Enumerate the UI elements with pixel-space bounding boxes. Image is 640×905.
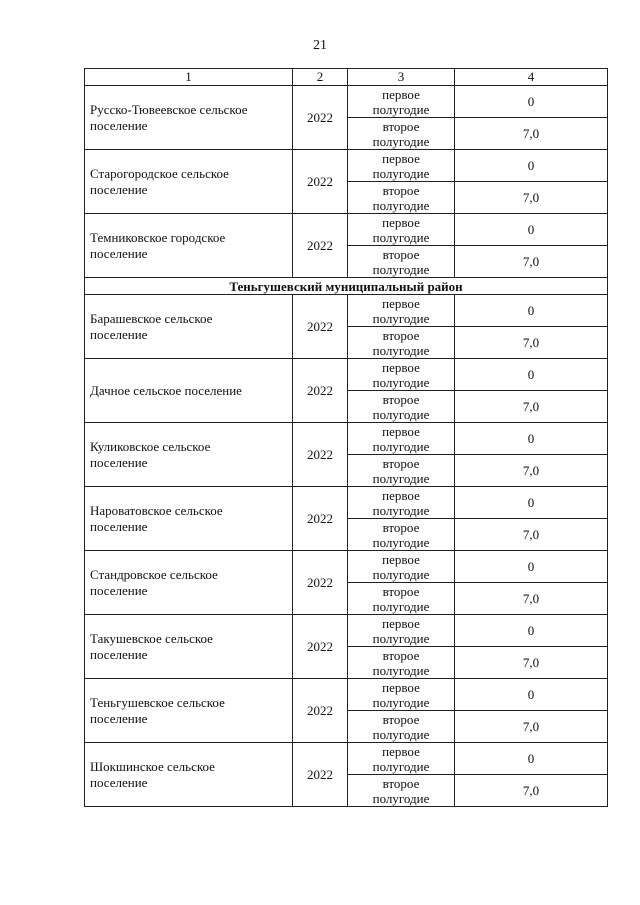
- value-cell: 0: [455, 487, 608, 519]
- period-cell: [348, 295, 455, 327]
- value-cell: 0: [455, 679, 608, 711]
- value-cell: 0: [455, 86, 608, 118]
- period-line: второе: [382, 391, 420, 407]
- period-line: полугодие: [372, 566, 430, 582]
- year-cell: 2022: [293, 423, 348, 487]
- settlement-name-line: Барашевское сельское: [90, 310, 213, 326]
- header-col-4: 4: [455, 69, 608, 86]
- settlement-name: [85, 86, 293, 150]
- period-line: полугодие: [372, 261, 430, 277]
- period-line: полугодие: [372, 133, 430, 149]
- header-col-3: 3: [348, 69, 455, 86]
- table-row: [85, 551, 608, 583]
- year-cell: 2022: [293, 743, 348, 807]
- period-cell: [348, 519, 455, 551]
- period-line: полугодие: [372, 502, 430, 518]
- period-line: первое: [382, 679, 420, 695]
- period-line: полугодие: [372, 374, 430, 390]
- period-cell: [348, 455, 455, 487]
- period-line: полугодие: [372, 438, 430, 454]
- period-line: полугодие: [372, 790, 430, 806]
- period-cell: [348, 391, 455, 423]
- table-row: [85, 615, 608, 647]
- period-cell: [348, 679, 455, 711]
- settlement-name-line: поселение: [90, 774, 148, 790]
- period-line: полугодие: [372, 726, 430, 742]
- value-cell: 7,0: [455, 647, 608, 679]
- settlement-name-line: Дачное сельское поселение: [90, 382, 242, 398]
- value-cell: 0: [455, 615, 608, 647]
- value-cell: 0: [455, 423, 608, 455]
- period-line: второе: [382, 327, 420, 343]
- period-line: полугодие: [372, 342, 430, 358]
- table-row: [85, 214, 608, 246]
- settlement-name-line: поселение: [90, 117, 148, 133]
- header-col-1: 1: [85, 69, 293, 86]
- period-line: полугодие: [372, 310, 430, 326]
- period-cell: [348, 775, 455, 807]
- period-line: первое: [382, 359, 420, 375]
- table-row: [85, 423, 608, 455]
- period-line: полугодие: [372, 470, 430, 486]
- period-line: полугодие: [372, 406, 430, 422]
- year-cell: 2022: [293, 615, 348, 679]
- settlement-name: [85, 150, 293, 214]
- period-cell: [348, 423, 455, 455]
- period-line: первое: [382, 551, 420, 567]
- settlement-name: [85, 487, 293, 551]
- table-row: [85, 679, 608, 711]
- settlement-name: [85, 423, 293, 487]
- year-cell: 2022: [293, 551, 348, 615]
- year-cell: 2022: [293, 150, 348, 214]
- period-line: первое: [382, 150, 420, 166]
- settlement-name-line: Русско-Тювеевское сельское: [90, 101, 248, 117]
- year-cell: 2022: [293, 487, 348, 551]
- period-line: первое: [382, 295, 420, 311]
- period-line: второе: [382, 519, 420, 535]
- settlement-name-line: поселение: [90, 245, 148, 261]
- header-col-2: 2: [293, 69, 348, 86]
- period-cell: [348, 359, 455, 391]
- settlement-name-line: Старогородское сельское: [90, 165, 229, 181]
- settlement-name-line: Такушевское сельское: [90, 630, 213, 646]
- period-cell: [348, 583, 455, 615]
- value-cell: 7,0: [455, 455, 608, 487]
- table-header: [85, 69, 608, 86]
- settlement-name-line: поселение: [90, 181, 148, 197]
- settlement-name-line: поселение: [90, 518, 148, 534]
- period-line: второе: [382, 455, 420, 471]
- table-row: [85, 359, 608, 391]
- value-cell: 7,0: [455, 327, 608, 359]
- value-cell: 0: [455, 359, 608, 391]
- period-cell: [348, 182, 455, 214]
- period-cell: [348, 118, 455, 150]
- settlement-name-line: поселение: [90, 710, 148, 726]
- period-line: второе: [382, 711, 420, 727]
- period-line: первое: [382, 743, 420, 759]
- header-row: [85, 69, 608, 86]
- district-heading: Теньгушевский муниципальный район: [85, 278, 608, 295]
- settlement-name-line: поселение: [90, 646, 148, 662]
- year-cell: 2022: [293, 295, 348, 359]
- period-cell: [348, 743, 455, 775]
- value-cell: 7,0: [455, 711, 608, 743]
- value-cell: 0: [455, 295, 608, 327]
- settlement-name: [85, 359, 293, 423]
- period-line: полугодие: [372, 197, 430, 213]
- settlement-name-line: Шокшинское сельское: [90, 758, 215, 774]
- settlement-name: [85, 615, 293, 679]
- period-cell: [348, 615, 455, 647]
- period-line: полугодие: [372, 534, 430, 550]
- table-row: [85, 743, 608, 775]
- value-cell: 0: [455, 150, 608, 182]
- period-cell: [348, 487, 455, 519]
- settlement-name: [85, 295, 293, 359]
- period-line: первое: [382, 615, 420, 631]
- settlement-name-line: Нароватовское сельское: [90, 502, 223, 518]
- table-row: [85, 86, 608, 118]
- settlement-name: [85, 551, 293, 615]
- period-line: полугодие: [372, 101, 430, 117]
- period-line: полугодие: [372, 165, 430, 181]
- period-line: первое: [382, 214, 420, 230]
- settlement-name: [85, 743, 293, 807]
- period-line: полугодие: [372, 662, 430, 678]
- settlement-name-line: Стандровское сельское: [90, 566, 218, 582]
- period-line: первое: [382, 86, 420, 102]
- value-cell: 7,0: [455, 583, 608, 615]
- settlement-name: [85, 214, 293, 278]
- page-number: 21: [313, 38, 327, 53]
- settlement-name-line: Куликовское сельское: [90, 438, 211, 454]
- period-cell: [348, 150, 455, 182]
- table-row: [85, 487, 608, 519]
- value-cell: 0: [455, 214, 608, 246]
- period-line: полугодие: [372, 229, 430, 245]
- value-cell: 7,0: [455, 246, 608, 278]
- value-cell: 7,0: [455, 775, 608, 807]
- district-heading-row: [85, 278, 608, 295]
- period-line: полугодие: [372, 694, 430, 710]
- value-cell: 7,0: [455, 519, 608, 551]
- table-row: [85, 150, 608, 182]
- period-line: второе: [382, 246, 420, 262]
- data-table: [84, 68, 608, 807]
- settlement-name-line: поселение: [90, 582, 148, 598]
- period-line: полугодие: [372, 630, 430, 646]
- period-line: второе: [382, 647, 420, 663]
- value-cell: 7,0: [455, 118, 608, 150]
- period-cell: [348, 327, 455, 359]
- year-cell: 2022: [293, 679, 348, 743]
- settlement-name-line: поселение: [90, 454, 148, 470]
- period-cell: [348, 246, 455, 278]
- settlement-name-line: Темниковское городское: [90, 229, 226, 245]
- period-cell: [348, 647, 455, 679]
- settlement-name: [85, 679, 293, 743]
- period-line: полугодие: [372, 598, 430, 614]
- value-cell: 0: [455, 551, 608, 583]
- period-cell: [348, 711, 455, 743]
- table-body: [85, 86, 608, 807]
- period-line: второе: [382, 775, 420, 791]
- value-cell: 0: [455, 743, 608, 775]
- period-cell: [348, 551, 455, 583]
- year-cell: 2022: [293, 359, 348, 423]
- year-cell: 2022: [293, 214, 348, 278]
- period-line: первое: [382, 487, 420, 503]
- period-line: второе: [382, 583, 420, 599]
- period-cell: [348, 214, 455, 246]
- period-line: второе: [382, 182, 420, 198]
- value-cell: 7,0: [455, 391, 608, 423]
- table-row: [85, 295, 608, 327]
- settlement-name-line: Теньгушевское сельское: [90, 694, 225, 710]
- value-cell: 7,0: [455, 182, 608, 214]
- period-line: второе: [382, 118, 420, 134]
- year-cell: 2022: [293, 86, 348, 150]
- settlement-name-line: поселение: [90, 326, 148, 342]
- period-line: первое: [382, 423, 420, 439]
- period-cell: [348, 86, 455, 118]
- period-line: полугодие: [372, 758, 430, 774]
